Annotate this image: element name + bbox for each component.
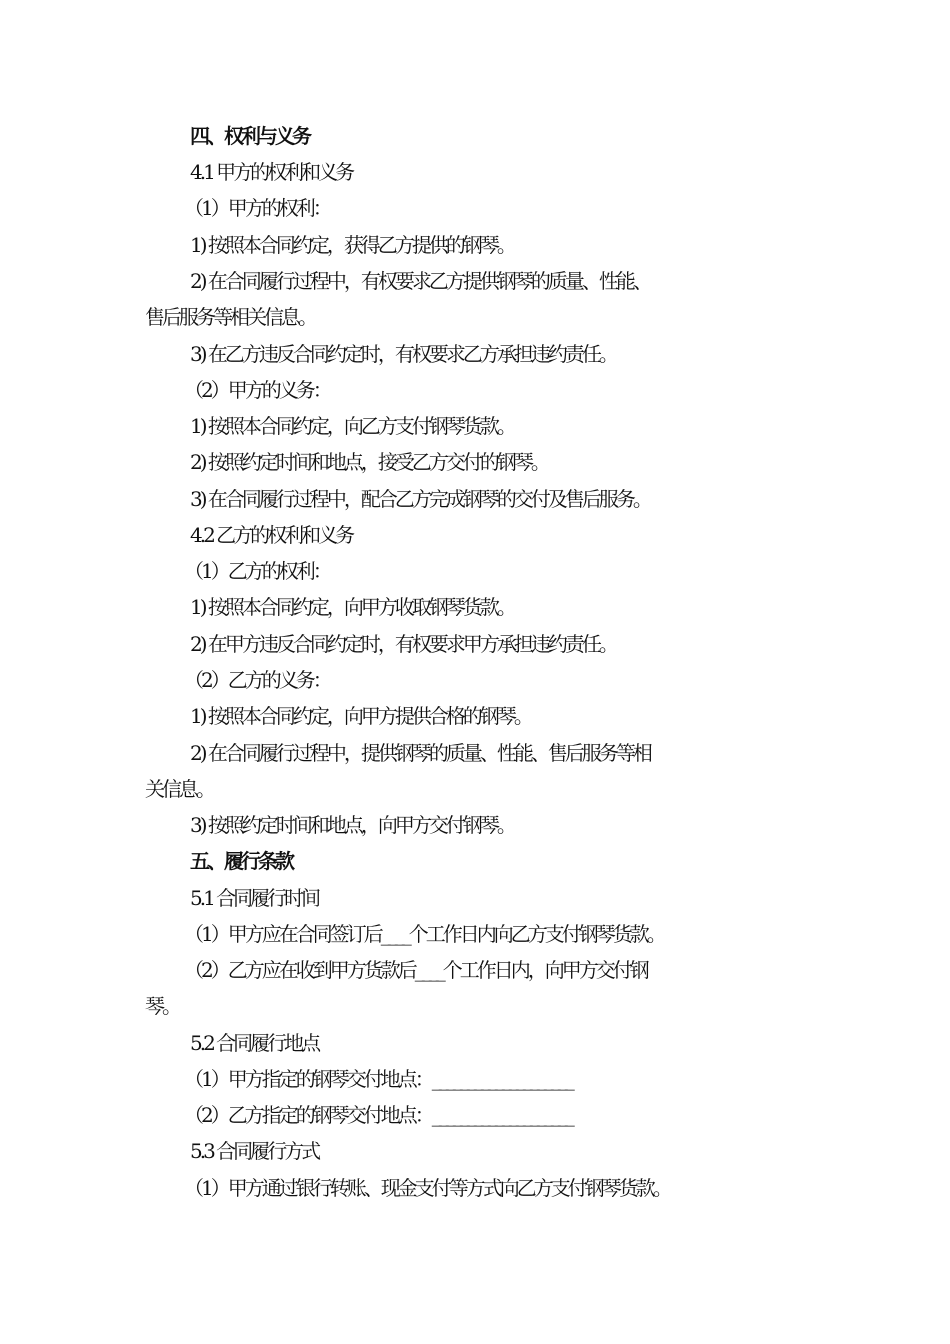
clause-item: 3) 按照约定时间和地点，向甲方交付钢琴。 — [190, 813, 514, 837]
clause-item: （2）乙方指定的钢琴交付地点：____________________ — [184, 1103, 572, 1127]
clause-item: 1) 按照本合同约定，向甲方提供合格的钢琴。 — [190, 704, 531, 728]
section-heading: 五、履行条款 — [190, 849, 292, 873]
clause-item: （2）乙方应在收到甲方货款后____个工作日内，向甲方交付钢 — [184, 958, 647, 982]
clause-item: 2) 在合同履行过程中，有权要求乙方提供钢琴的质量、性能、 — [190, 269, 650, 293]
clause-item: 1) 按照本合同约定，向乙方支付钢琴货款。 — [190, 414, 514, 438]
clause-item: 1) 按照本合同约定，向甲方收取钢琴货款。 — [190, 595, 514, 619]
clause-item: （1）甲方指定的钢琴交付地点：____________________ — [184, 1067, 572, 1091]
clause-item: 2) 在合同履行过程中，提供钢琴的质量、性能、售后服务等相 — [190, 741, 650, 765]
subsection-title: 5.1 合同履行时间 — [190, 886, 319, 910]
subsection-title: 5.3 合同履行方式 — [190, 1139, 319, 1163]
clause-item: 3) 在合同履行过程中，配合乙方完成钢琴的交付及售后服务。 — [190, 487, 650, 511]
subsection-title: 4.1 甲方的权利和义务 — [190, 160, 353, 184]
section-heading: 四、权利与义务 — [190, 124, 309, 148]
clause-item: 1) 按照本合同约定，获得乙方提供的钢琴。 — [190, 233, 514, 257]
clause-title: （1）甲方的权利： — [184, 196, 330, 220]
clause-title: （2）乙方的义务： — [184, 668, 330, 692]
clause-item: 2) 在甲方违反合同约定时，有权要求甲方承担违约责任。 — [190, 632, 616, 656]
clause-item: 3) 在乙方违反合同约定时，有权要求乙方承担违约责任。 — [190, 342, 616, 366]
clause-item: （1）甲方应在合同签订后____个工作日内向乙方支付钢琴货款。 — [184, 922, 664, 946]
clause-item-continuation: 售后服务等相关信息。 — [145, 305, 315, 329]
clause-item-continuation: 琴。 — [145, 994, 179, 1018]
clause-item: 2) 按照约定时间和地点，接受乙方交付的钢琴。 — [190, 450, 548, 474]
clause-item: （1）甲方通过银行转账、现金支付等方式向乙方支付钢琴货款。 — [184, 1176, 670, 1200]
clause-title: （2）甲方的义务： — [184, 378, 330, 402]
clause-item-continuation: 关信息。 — [145, 777, 213, 801]
clause-title: （1）乙方的权利： — [184, 559, 330, 583]
subsection-title: 4.2 乙方的权利和义务 — [190, 523, 353, 547]
subsection-title: 5.2 合同履行地点 — [190, 1031, 319, 1055]
